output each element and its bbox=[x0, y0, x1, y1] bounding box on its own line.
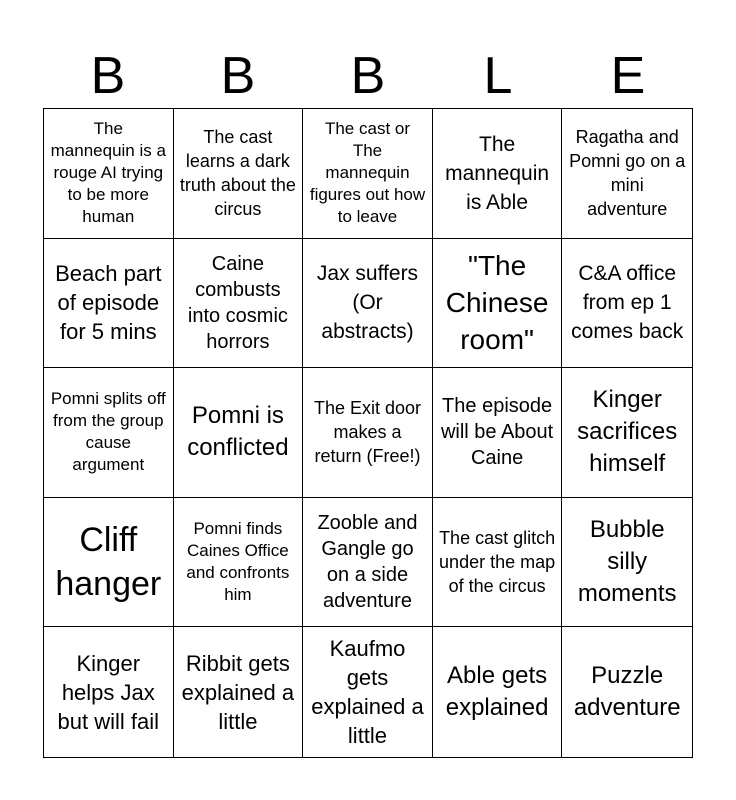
bingo-cell[interactable] bbox=[44, 239, 174, 369]
cell-text: The Exit door makes a return (Free!) bbox=[313, 398, 422, 467]
cell-text: The cast glitch under the map of the circus bbox=[439, 528, 556, 597]
bingo-cell[interactable] bbox=[174, 239, 304, 369]
bingo-header bbox=[43, 44, 693, 108]
cell-text: Kinger helps Jax but will fail bbox=[57, 650, 160, 734]
cell-text: Zooble and Gangle go on a side adventure bbox=[317, 512, 418, 613]
header-letter-1: B bbox=[90, 47, 126, 105]
cell-text: Bubble silly moments bbox=[577, 516, 677, 608]
bingo-cell[interactable] bbox=[44, 368, 174, 498]
cell-text: Cliff hanger bbox=[55, 521, 162, 604]
bingo-cell[interactable] bbox=[433, 239, 563, 369]
cell-text: Ragatha and Pomni go on a mini adventure bbox=[569, 127, 686, 220]
bingo-cell[interactable] bbox=[174, 368, 304, 498]
header-letter-2: B bbox=[220, 47, 256, 105]
cell-text: The mannequin is a rouge AI trying to be more human bbox=[50, 119, 166, 227]
cell-text: The episode will be About Caine bbox=[440, 395, 554, 470]
cell-text: Ribbit gets explained a little bbox=[181, 650, 295, 734]
bingo-cell[interactable] bbox=[562, 627, 692, 757]
bingo-cell[interactable] bbox=[562, 109, 692, 239]
cell-text: Pomni splits off from the group cause argument bbox=[50, 389, 166, 475]
bingo-cell[interactable] bbox=[303, 109, 433, 239]
cell-text: Able gets explained bbox=[445, 662, 549, 722]
bingo-cell[interactable] bbox=[303, 239, 433, 369]
header-letter-3: B bbox=[350, 47, 386, 105]
bingo-cell[interactable] bbox=[174, 109, 304, 239]
bingo-cell[interactable] bbox=[433, 368, 563, 498]
bingo-cell[interactable] bbox=[174, 627, 304, 757]
bingo-cell[interactable] bbox=[44, 627, 174, 757]
bingo-cell[interactable] bbox=[303, 498, 433, 628]
cell-text: "The Chinese room" bbox=[445, 250, 549, 356]
bingo-cell[interactable] bbox=[562, 498, 692, 628]
cell-text: Beach part of episode for 5 mins bbox=[55, 261, 162, 345]
bingo-cell[interactable] bbox=[433, 627, 563, 757]
cell-text: Kinger sacrifices himself bbox=[577, 386, 678, 478]
cell-text: Puzzle adventure bbox=[573, 662, 681, 722]
bingo-cell[interactable] bbox=[303, 368, 433, 498]
cell-text: Jax suffers (Or abstracts) bbox=[316, 262, 419, 344]
cell-text: The cast or The mannequin figures out how to leave bbox=[309, 119, 426, 227]
cell-text: Caine combusts into cosmic horrors bbox=[187, 252, 288, 353]
cell-text: The mannequin is Able bbox=[445, 132, 550, 214]
cell-text: Pomni finds Caines Office and confronts him bbox=[186, 519, 290, 605]
bingo-cell[interactable] bbox=[44, 498, 174, 628]
bingo-grid bbox=[43, 108, 693, 758]
bingo-cell[interactable] bbox=[562, 368, 692, 498]
bingo-cell[interactable] bbox=[562, 239, 692, 369]
bingo-cell[interactable] bbox=[44, 109, 174, 239]
cell-text: C&A office from ep 1 comes back bbox=[571, 262, 684, 344]
bingo-cell[interactable] bbox=[433, 498, 563, 628]
bingo-cell[interactable] bbox=[174, 498, 304, 628]
cell-text: Pomni is conflicted bbox=[187, 402, 289, 462]
header-letter-5: E bbox=[610, 47, 646, 105]
cell-text: Kaufmo gets explained a little bbox=[311, 636, 424, 749]
cell-text: The cast learns a dark truth about the circus bbox=[179, 127, 296, 220]
bingo-cell[interactable] bbox=[433, 109, 563, 239]
bingo-cell[interactable] bbox=[303, 627, 433, 757]
header-letter-4: L bbox=[483, 47, 513, 105]
